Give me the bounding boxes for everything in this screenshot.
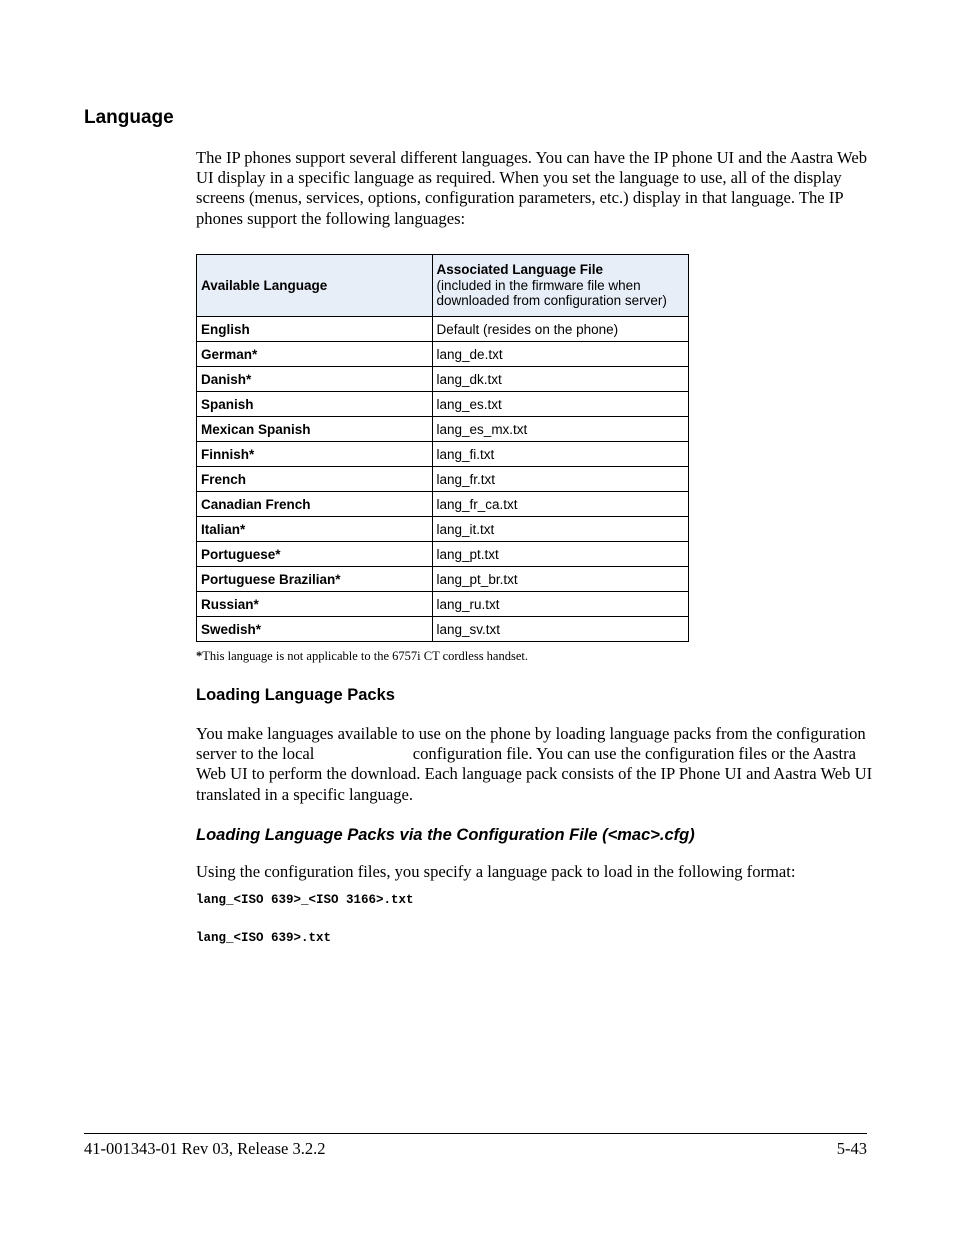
file-cell: lang_pt.txt — [432, 542, 688, 567]
footer-page-number: 5-43 — [836, 1139, 867, 1158]
table-row — [197, 467, 689, 492]
file-cell: lang_fr.txt — [432, 467, 688, 492]
table-row — [197, 317, 689, 342]
file-cell: lang_es.txt — [432, 392, 688, 417]
language-cell: English — [197, 317, 433, 342]
table-row — [197, 342, 689, 367]
language-cell: Danish* — [197, 367, 433, 392]
table-row — [197, 392, 689, 417]
table-row — [197, 517, 689, 542]
language-cell: Portuguese* — [197, 542, 433, 567]
language-table — [196, 254, 689, 642]
file-cell: lang_fi.txt — [432, 442, 688, 467]
language-cell: Canadian French — [197, 492, 433, 517]
file-cell: Default (resides on the phone) — [432, 317, 688, 342]
language-cell: Spanish — [197, 392, 433, 417]
table-row — [197, 417, 689, 442]
footer-doc-id: 41-001343-01 Rev 03, Release 3.2.2 — [84, 1139, 326, 1158]
header-associated-file — [432, 255, 688, 317]
loading-para-part2: configuration file. You can use the configuration files or the Aastra Web UI to perform the download. Each language pack consists of the IP Phone UI and Aastra Web UI translated in a specific language. — [196, 744, 873, 804]
file-cell: lang_sv.txt — [432, 617, 688, 642]
footer-divider — [84, 1133, 867, 1134]
table-row — [197, 367, 689, 392]
footnote-marker: * — [196, 649, 203, 663]
table-header-row — [197, 255, 689, 317]
table-row — [197, 442, 689, 467]
table-row — [197, 567, 689, 592]
table-row — [197, 617, 689, 642]
language-cell: Portuguese Brazilian* — [197, 567, 433, 592]
footnote-text: This language is not applicable to the 6757i CT cordless handset. — [202, 649, 528, 663]
language-cell: Italian* — [197, 517, 433, 542]
section-title: Language — [84, 107, 174, 128]
language-cell: French — [197, 467, 433, 492]
file-cell: lang_dk.txt — [432, 367, 688, 392]
file-cell: lang_it.txt — [432, 517, 688, 542]
table-row — [197, 542, 689, 567]
file-cell: lang_de.txt — [432, 342, 688, 367]
file-cell: lang_pt_br.txt — [432, 567, 688, 592]
header-associated-file-title: Associated Language File — [436, 262, 604, 278]
table-row — [197, 492, 689, 517]
intro-paragraph: The IP phones support several different languages. You can have the IP phone UI and the Aastra Web UI display in a specific language as required. When you set the language to use, all of the display screens (menus, services, options, configuration parameters, etc.) display in that language. The IP phones support the following languages: — [196, 148, 867, 228]
header-available-language: Available Language — [197, 255, 433, 317]
language-cell: Swedish* — [197, 617, 433, 642]
language-cell: Russian* — [197, 592, 433, 617]
table-footnote — [196, 649, 528, 664]
table-row — [197, 592, 689, 617]
file-cell: lang_es_mx.txt — [432, 417, 688, 442]
format-paragraph: Using the configuration files, you specify a language pack to load in the following format: — [196, 862, 796, 881]
loading-packs-heading: Loading Language Packs — [196, 686, 395, 704]
language-cell: Mexican Spanish — [197, 417, 433, 442]
language-cell: German* — [197, 342, 433, 367]
loading-para-part1: You make languages available to use on the phone by loading language packs from the configuration server to the local — [196, 724, 866, 764]
file-cell: lang_ru.txt — [432, 592, 688, 617]
code-format-language: lang_<ISO 639>.txt — [196, 931, 332, 945]
config-file-heading: Loading Language Packs via the Configuration File (<mac>.cfg) — [196, 826, 695, 844]
header-associated-file-note: (included in the firmware file when downloaded from configuration server) — [436, 277, 667, 309]
loading-packs-paragraph — [196, 724, 876, 805]
code-format-country: lang_<ISO 639>_<ISO 3166>.txt — [196, 893, 414, 907]
file-cell: lang_fr_ca.txt — [432, 492, 688, 517]
language-cell: Finnish* — [197, 442, 433, 467]
